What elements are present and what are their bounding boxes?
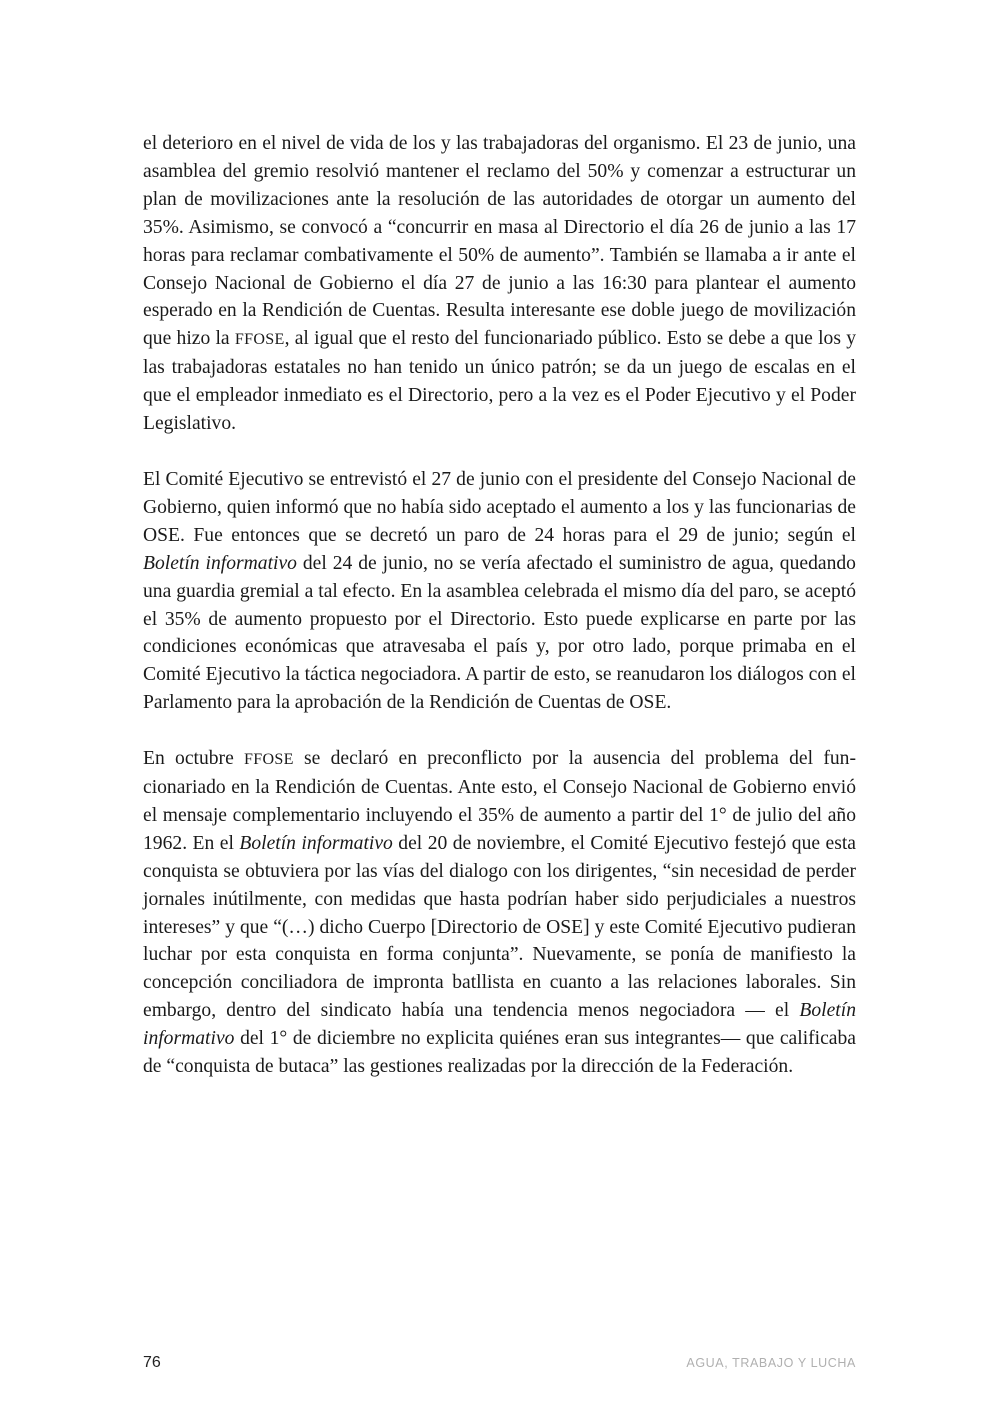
boletin-title: Boletín informativo: [143, 1000, 856, 1050]
text-span: se declaró en preconflicto por la ausencia del problema del funcionariado en la Rendición de Cuentas. Ante esto, el Consejo Nacional de Gobierno envió el mensaje complementario incluyendo el 35% de aumento a partir del 1° de julio del año 1962. En el: [143, 748, 856, 854]
ffose-acronym: FFOSE: [244, 751, 294, 769]
text-span: el deterioro en el nivel de vida de los y las trabajadoras del organismo. El 23 de junio, una asamblea del gremio resolvió mantener el reclamo del 50% y comenzar a estructurar un plan de movilizaciones ante la resolución de las autoridades de otorgar un aumento del 35%. Asimismo, se convocó a “concurrir en masa al Directorio el día 26 de junio a las 17 horas para reclamar combativamente el 50% de aumento”. También se llamaba a ir ante el Consejo Nacional de Gobierno el día 27 de junio a las 16:30 para plantear el aumento esperado en la Rendición de Cuentas. Resulta interesante ese doble juego de movilización que hizo la: [143, 133, 856, 350]
page-footer: [143, 1354, 856, 1376]
text-span: del 1° de diciembre no explicita quiénes eran sus integrantes— que calificaba de “conquista de butaca” las gestiones realizadas por la dirección de la Federación.: [143, 1028, 856, 1078]
running-title: AGUA, TRABAJO Y LUCHA: [686, 1356, 856, 1370]
boletin-title: Boletín informativo: [143, 552, 297, 574]
text-span: El Comité Ejecutivo se entrevistó el 27 de junio con el presidente del Consejo Nacional de Gobierno, quien informó que no había sido aceptado el aumento a los y las funcionarias de OSE. Fue entonces que se decretó un paro de 24 horas para el 29 de junio; según el: [143, 468, 856, 546]
text-span: del 24 de junio, no se vería afectado el suministro de agua, quedando una guardia gremial a tal efecto. En la asamblea celebrada el mismo día del paro, se aceptó el 35% de aumento propuesto por el Directorio. Esto puede explicarse en parte por las condiciones económicas que atravesaba el país y, por otro lado, porque primaba en el Comité Ejecutivo la táctica negociadora. A partir de esto, se reanudaron los diálogos con el Parlamento para la aprobación de la Rendición de Cuentas de OSE.: [143, 552, 856, 714]
page-body: [143, 130, 856, 1109]
boletin-title: Boletín informativo: [239, 832, 393, 854]
paragraph-2: [143, 466, 856, 717]
text-span: del 20 de noviembre, el Comité Ejecutivo festejó que esta conquista se obtuviera por las vías del dialogo con los dirigentes, “sin necesidad de perder jornales inútilmente, con medidas que hasta podrían haber sido perjudiciales a nuestros intereses” y que “(…) dicho Cuerpo [Directorio de OSE] y este Comité Ejecutivo pudieran luchar por esta conquista en forma conjunta”. Nuevamente, se ponía de manifiesto la concepción conciliadora de impronta batllista en cuanto a las relaciones laborales. Sin embargo, dentro del sindicato había una tendencia menos negociadora — el: [143, 832, 856, 1022]
ffose-acronym: FFOSE: [234, 331, 285, 349]
text-span: En octubre: [143, 748, 245, 770]
text-span: , al igual que el resto del funcionariado público. Esto se debe a que los y las trabajadoras estatales no han tenido un único patrón; se da un juego de escalas en el que el empleador inmediato es el Directorio, pero a la vez es el Poder Ejecutivo y el Poder Legislativo.: [143, 328, 856, 435]
paragraph-1: [143, 130, 856, 438]
page-number: 76: [143, 1354, 161, 1371]
paragraph-3: [143, 745, 856, 1081]
